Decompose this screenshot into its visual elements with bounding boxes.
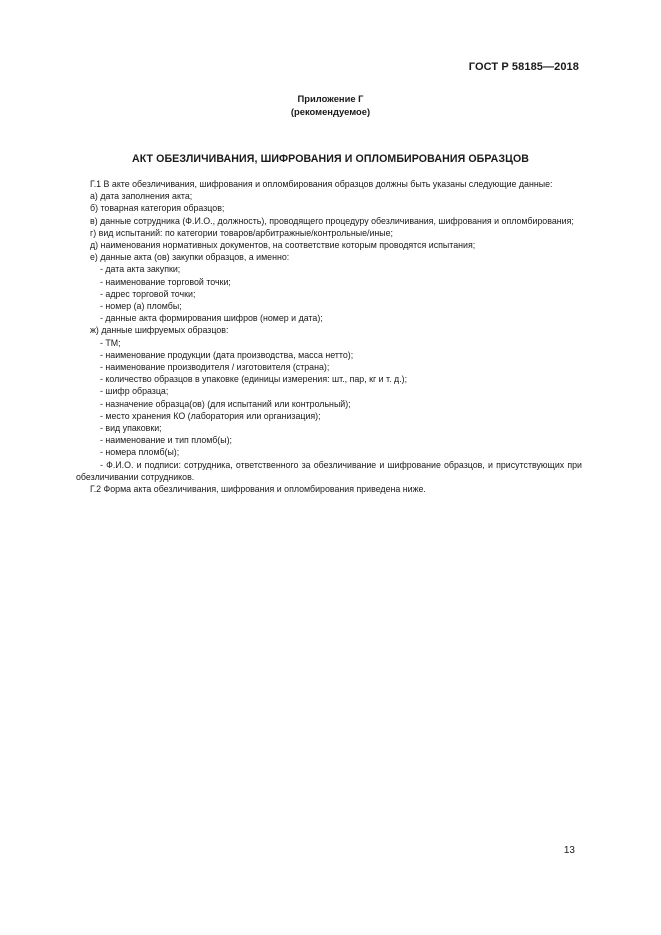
sub-item-zh: - шифр образца;: [100, 386, 169, 397]
sub-item-e: - дата акта закупки;: [100, 264, 181, 275]
appendix-subtitle: (рекомендуемое): [290, 106, 371, 117]
sub-item-zh: - вид упаковки;: [100, 423, 162, 434]
list-item-g: г) вид испытаний: по категории товаров/арбитражные/контрольные/иные;: [90, 227, 394, 238]
list-item-b: б) товарная категория образцов;: [90, 203, 225, 214]
list-item-a: а) дата заполнения акта;: [90, 191, 193, 202]
sub-item-zh: - наименование и тип пломб(ы);: [100, 435, 233, 446]
sub-item-zh: - назначение образца(ов) (для испытаний или контрольный);: [100, 398, 351, 409]
list-item-e: е) данные акта (ов) закупки образцов, а именно:: [90, 252, 290, 263]
appendix-heading: [0, 92, 661, 118]
sub-item-zh: - наименование продукции (дата производства, масса нетто);: [100, 349, 354, 360]
section-g2: Г.2 Форма акта обезличивания, шифрования и опломбирования приведена ниже.: [90, 484, 426, 495]
sub-item-e: - адрес торговой точки;: [100, 288, 196, 299]
sub-item-zh: - ТМ;: [100, 337, 121, 348]
sub-item-zh-signatures: - Ф.И.О. и подписи: сотрудника, ответственного за обезличивание и шифрование образцов, и присутствующих при обезличивании сотрудников.: [76, 459, 582, 482]
document-body: [76, 178, 582, 495]
sub-item-zh: - наименование производителя / изготовителя (страна);: [100, 362, 330, 373]
appendix-title: Приложение Г: [297, 93, 364, 104]
section-g1-intro: Г.1 В акте обезличивания, шифрования и опломбирования образцов должны быть указаны следующие данные:: [90, 179, 553, 189]
sub-item-e: - наименование торговой точки;: [100, 276, 231, 287]
sub-item-zh: - место хранения КО (лаборатория или организация);: [100, 410, 321, 421]
standard-header: ГОСТ Р 58185—2018: [468, 61, 579, 73]
sub-item-zh: - количество образцов в упаковке (единицы измерения: шт., пар, кг и т. д.);: [100, 374, 408, 385]
sub-item-e: - номер (а) пломбы;: [100, 301, 182, 312]
list-item-zh: ж) данные шифруемых образцов:: [90, 325, 229, 336]
list-item-d: д) наименования нормативных документов, на соответствие которым проводятся испытания;: [90, 240, 476, 251]
page-number: 13: [563, 845, 575, 856]
document-title: АКТ ОБЕЗЛИЧИВАНИЯ, ШИФРОВАНИЯ И ОПЛОМБИРОВАНИЯ ОБРАЗЦОВ: [131, 153, 530, 165]
list-item-v: в) данные сотрудника (Ф.И.О., должность), проводящего процедуру обезличивания, шифрования и опломбирования;: [90, 215, 574, 226]
sub-item-e: - данные акта формирования шифров (номер и дата);: [100, 313, 323, 324]
sub-item-zh: - номера пломб(ы);: [100, 447, 180, 458]
